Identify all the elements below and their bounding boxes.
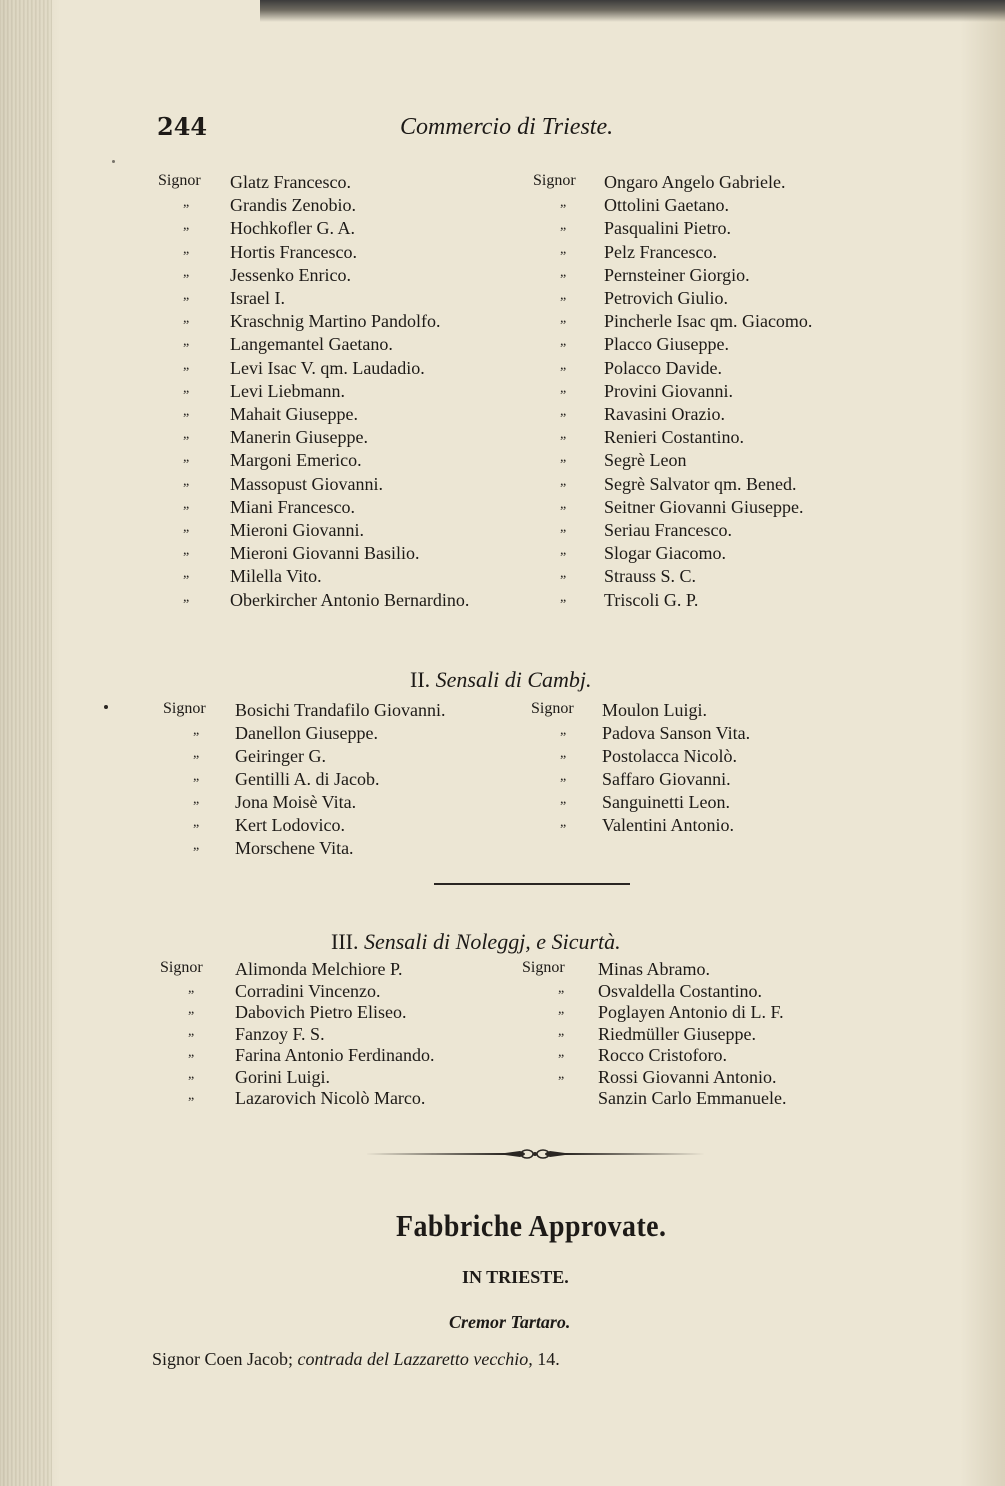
person-name: Provini Giovanni. [604, 380, 733, 401]
person-name: Mahait Giuseppe. [230, 404, 358, 424]
person-name: Morschene Vita. [235, 838, 354, 858]
section2-heading: Sensali di Cambj. [435, 667, 592, 692]
person-name: Hochkofler G. A. [230, 218, 355, 239]
person-name: Placco Giuseppe. [604, 334, 729, 355]
category-heading: Cremor Tartaro. [449, 1312, 571, 1332]
ditto-mark: „ [560, 543, 567, 559]
ditto-mark: „ [193, 723, 200, 738]
person-name: Petrovich Giulio. [604, 288, 728, 308]
page-number: 244 [157, 112, 208, 141]
ditto-mark: „ [188, 1002, 195, 1017]
person-name: Pasqualini Pietro. [604, 218, 731, 239]
ditto-mark: „ [560, 311, 567, 327]
ditto-mark: „ [560, 195, 567, 211]
person-name: Kert Lodovico. [235, 815, 345, 835]
person-name: Hortis Francesco. [230, 241, 357, 262]
ditto-mark: „ [560, 723, 567, 738]
factory-entry [152, 1349, 560, 1370]
person-name: Riedmüller Giuseppe. [598, 1023, 756, 1044]
signor-label: Signor [160, 959, 203, 976]
ditto-mark: „ [183, 589, 190, 605]
person-name: Osvaldella Costantino. [598, 980, 762, 1001]
ditto-mark: „ [183, 264, 190, 280]
ditto-mark: „ [560, 792, 567, 807]
entry-prefix: Signor [152, 1349, 201, 1369]
person-name: Milella Vito. [230, 566, 322, 587]
ditto-mark: „ [560, 427, 567, 443]
ditto-mark: „ [560, 769, 567, 784]
person-name: Dabovich Pietro Eliseo. [235, 1002, 407, 1022]
ditto-mark: „ [560, 241, 567, 257]
person-name: Triscoli G. P. [604, 589, 699, 610]
ditto-mark: „ [188, 1066, 195, 1082]
signor-label: Signor [163, 700, 206, 717]
person-name: Rocco Cristoforo. [598, 1045, 727, 1065]
section3-numeral: III. [331, 929, 359, 954]
ditto-mark: „ [560, 357, 567, 373]
ditto-mark: „ [183, 450, 190, 466]
person-name: Pernsteiner Giorgio. [604, 264, 750, 285]
ditto-mark: „ [558, 1045, 565, 1060]
section-divider [434, 883, 630, 885]
ditto-mark: „ [183, 520, 190, 535]
person-name: Polacco Davide. [604, 357, 722, 378]
ditto-mark: „ [560, 264, 567, 280]
ditto-mark: „ [193, 815, 200, 830]
person-name: Lazarovich Nicolò Marco. [235, 1088, 426, 1108]
section2-numeral: II. [410, 667, 431, 692]
ink-speck [104, 705, 108, 709]
ditto-mark: „ [183, 288, 190, 303]
person-name: Oberkircher Antonio Bernardino. [230, 589, 470, 610]
entry-address: contrada del Lazzaretto vecchio, [297, 1349, 533, 1369]
person-name: Pincherle Isac qm. Giacomo. [604, 311, 813, 332]
person-name: Postolacca Nicolò. [602, 746, 737, 766]
section2-title [410, 667, 592, 693]
ditto-mark: „ [183, 380, 190, 396]
person-name: Seitner Giovanni Giuseppe. [604, 496, 804, 517]
ditto-mark: „ [560, 473, 567, 489]
ditto-mark: „ [560, 815, 567, 830]
ditto-mark: „ [560, 404, 567, 419]
book-spine-edge [0, 0, 52, 1486]
person-name: Levi Isac V. qm. Laudadio. [230, 357, 425, 378]
person-name: Israel I. [230, 288, 285, 308]
person-name: Sanguinetti Leon. [602, 792, 730, 812]
ditto-mark: „ [560, 450, 567, 466]
ditto-mark: „ [193, 769, 200, 784]
ditto-mark: „ [558, 1023, 565, 1039]
ditto-mark: „ [183, 404, 190, 419]
person-name: Jessenko Enrico. [230, 264, 351, 285]
ditto-mark: „ [183, 195, 190, 211]
person-name: Manerin Giuseppe. [230, 427, 368, 448]
ink-speck [112, 160, 115, 163]
ditto-mark: „ [193, 792, 200, 807]
ornamental-rule [365, 1147, 705, 1161]
person-name: Bosichi Trandafilo Giovanni. [235, 700, 446, 720]
section3-heading: Sensali di Noleggj, e Sicurtà. [363, 929, 621, 954]
ditto-mark: „ [183, 473, 190, 489]
entry-name: Coen Jacob; [204, 1349, 293, 1369]
person-name: Renieri Costantino. [604, 427, 744, 448]
person-name: Kraschnig Martino Pandolfo. [230, 311, 441, 332]
signor-label: Signor [158, 172, 201, 189]
ditto-mark: „ [560, 288, 567, 303]
ditto-mark: „ [183, 427, 190, 443]
running-title: Commercio di Trieste. [400, 114, 614, 140]
person-name: Alimonda Melchiore P. [235, 959, 403, 979]
ditto-mark: „ [560, 520, 567, 535]
ditto-mark: „ [558, 1002, 565, 1017]
ditto-mark: „ [193, 746, 200, 761]
signor-label: Signor [531, 700, 574, 717]
section3-title [331, 929, 621, 955]
person-name: Fanzoy F. S. [235, 1023, 325, 1044]
person-name: Margoni Emerico. [230, 450, 362, 471]
person-name: Miani Francesco. [230, 496, 355, 517]
person-name: Ongaro Angelo Gabriele. [604, 172, 786, 192]
ditto-mark: „ [558, 980, 565, 996]
ditto-mark: „ [193, 838, 200, 853]
person-name: Danellon Giuseppe. [235, 723, 378, 743]
fabbriche-title: Fabbriche Approvate. [396, 1208, 667, 1243]
person-name: Moulon Luigi. [602, 700, 708, 720]
page-top-shadow [260, 0, 1005, 22]
ditto-mark: „ [183, 566, 190, 582]
person-name: Corradini Vincenzo. [235, 980, 381, 1001]
ditto-mark: „ [560, 334, 567, 350]
signor-label: Signor [522, 959, 565, 976]
ditto-mark: „ [188, 980, 195, 996]
person-name: Massopust Giovanni. [230, 473, 383, 494]
person-name: Minas Abramo. [598, 959, 710, 979]
person-name: Jona Moisè Vita. [235, 792, 357, 812]
person-name: Levi Liebmann. [230, 380, 345, 401]
location-heading: IN TRIESTE. [462, 1267, 569, 1287]
person-name: Strauss S. C. [604, 566, 697, 587]
person-name: Slogar Giacomo. [604, 543, 726, 564]
person-name: Rossi Giovanni Antonio. [598, 1066, 777, 1087]
person-name: Ottolini Gaetano. [604, 195, 729, 216]
ditto-mark: „ [560, 746, 567, 761]
person-name: Gorini Luigi. [235, 1066, 330, 1087]
ditto-mark: „ [183, 496, 190, 512]
ditto-mark: „ [183, 334, 190, 350]
ditto-mark: „ [560, 566, 567, 582]
person-name: Pelz Francesco. [604, 241, 717, 262]
ditto-mark: „ [188, 1088, 195, 1103]
person-name: Geiringer G. [235, 746, 326, 766]
signor-label: Signor [533, 172, 576, 189]
ditto-mark: „ [560, 218, 567, 234]
person-name: Segrè Salvator qm. Bened. [604, 473, 797, 494]
entry-number: 14. [537, 1349, 560, 1369]
person-name: Padova Sanson Vita. [602, 723, 751, 743]
ditto-mark: „ [560, 589, 567, 605]
ditto-mark: „ [558, 1066, 565, 1082]
person-name: Glatz Francesco. [230, 172, 351, 192]
person-name: Gentilli A. di Jacob. [235, 769, 380, 789]
ditto-mark: „ [183, 311, 190, 327]
person-name: Grandis Zenobio. [230, 195, 356, 216]
person-name: Langemantel Gaetano. [230, 334, 393, 355]
ditto-mark: „ [188, 1023, 195, 1039]
person-name: Mieroni Giovanni Basilio. [230, 543, 420, 564]
person-name: Mieroni Giovanni. [230, 520, 364, 540]
ditto-mark: „ [560, 496, 567, 512]
ditto-mark: „ [183, 218, 190, 234]
ditto-mark: „ [183, 241, 190, 257]
person-name: Seriau Francesco. [604, 520, 732, 540]
person-name: Valentini Antonio. [602, 815, 734, 835]
person-name: Ravasini Orazio. [604, 404, 725, 424]
person-name: Sanzin Carlo Emmanuele. [598, 1088, 787, 1108]
ditto-mark: „ [183, 543, 190, 559]
person-name: Segrè Leon [604, 450, 687, 471]
person-name: Saffaro Giovanni. [602, 769, 731, 789]
ditto-mark: „ [560, 380, 567, 396]
person-name: Poglayen Antonio di L. F. [598, 1002, 784, 1022]
person-name: Farina Antonio Ferdinando. [235, 1045, 435, 1065]
ditto-mark: „ [188, 1045, 195, 1060]
ditto-mark: „ [183, 357, 190, 373]
